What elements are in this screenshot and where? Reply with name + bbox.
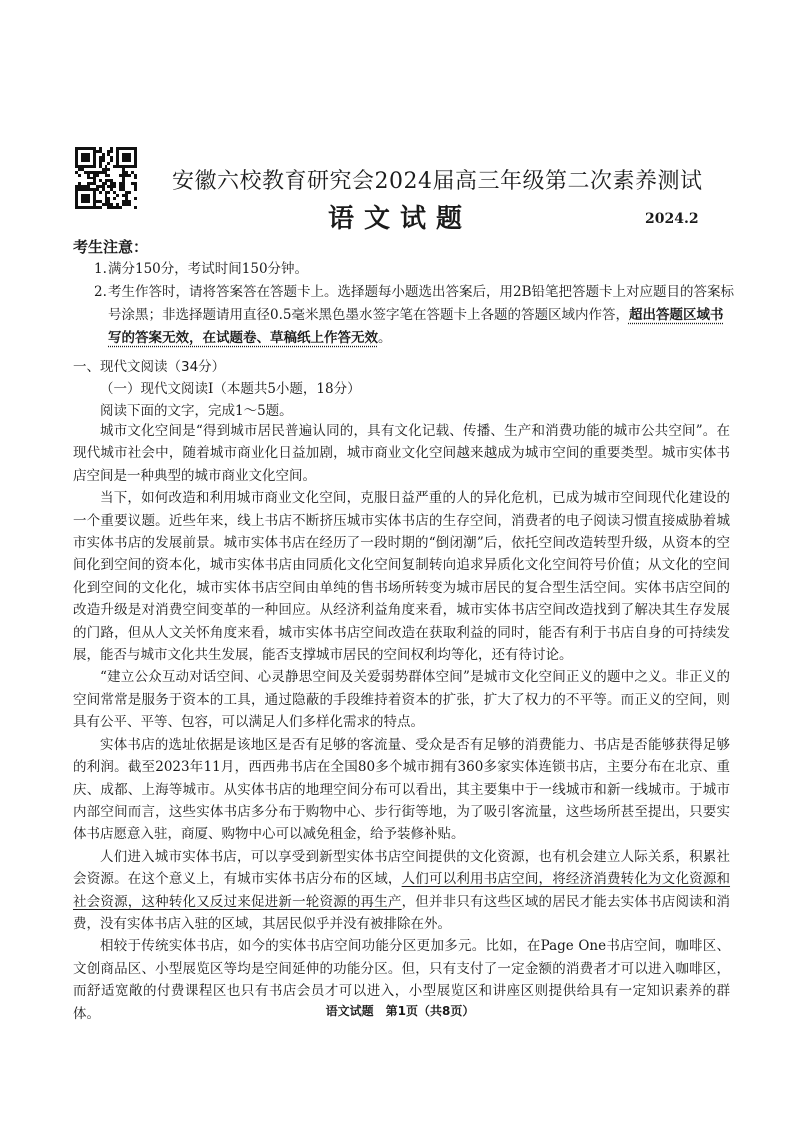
reading-passage [73,420,730,1025]
paragraph-4: 实体书店的选址依据是该地区是否有足够的客流量、受众是否有足够的消费能力、书店是否能够获得足够的利润。截至2023年11月，西西弗书店在全国80多个城市拥有360多家实体连锁书店，主要分布在北京、重庆、成都、上海等城市。从实体书店的地理空间分布可以看出，其主要集中于一线城市和新一线城市。于城市内部空间而言，这些实体书店多分布于购物中心、步行街等地，为了吸引客流量，这些场所甚至提出，只要实体书店愿意入驻，商厦、购物中心可以减免租金，给予装修补贴。 [73,736,730,843]
subject-title: 语文试题 [327,204,472,234]
paragraph-1: 城市文化空间是“得到城市居民普遍认同的，具有文化记载、传播、生产和消费功能的城市公共空间”。在现代城市社会中，随着城市商业化日益加剧，城市商业文化空间越来越成为城市空间的重要类型。城市实体书店空间是一种典型的城市商业文化空间。 [73,423,730,484]
notice-item-1-text: 满分150分，考试时间150分钟。 [108,261,309,277]
paragraph-2: 当下，如何改造和利用城市商业文化空间，克服日益严重的人的异化危机，已成为城市空间现代化建设的一个重要议题。近些年来，线上书店不断挤压城市实体书店的生存空间，消费者的电子阅读习惯直接威胁着城市实体书店的发展前景。城市实体书店在经历了一段时期的“倒闭潮”后，依托空间改造转型升级，从资本的空间化到空间的资本化，城市实体书店由同质化文化空间复制转向追求异质化文化空间符号价值；从文化的空间化到空间的文化化，城市实体书店空间由单纯的售书场所转变为城市居民的复合型生活空间。实体书店空间的改造升级是对消费空间变革的一种回应。从经济利益角度来看，城市实体书店空间改造找到了解决其生存发展的门路，但从人文关怀角度来看，城市实体书店空间改造在获取利益的同时，能否有利于书店自身的可持续发展，能否与城市文化共生发展，能否支撑城市居民的空间权利均等化，还有待讨论。 [73,490,730,664]
paragraph-5-end: ，但并非只有这些区域的居民才能去实体书店阅读和消费，没有实体书店入驻的区域，其居民似乎并没有被排除在外。 [73,893,731,932]
notice-item-2-plain: 考生作答时，请将答案答在答题卡上。选择题每小题选出答案后，用2B铅笔把答题卡上对应题目的答案标号涂黑；非选择题请用直径0.5毫米黑色墨水签字笔在答题卡上各题的答题区域内作答， [108,284,735,323]
notice-heading: 考生注意： [73,238,149,256]
notice-item-1 [94,258,734,281]
section-title: 一、现代文阅读（34分） [73,359,226,375]
exam-date: 2024.2 [645,211,699,227]
paragraph-3: “建立公众互动对话空间、心灵静思空间及关爱弱势群体空间”是城市文化空间正义的题中之义。非正义的空间常常是服务于资本的工具，通过隐蔽的手段维持着资本的扩张，扩大了权力的不平等。而正义的空间，则具有公平、平等、包容，可以满足人们多样化需求的特点。 [73,669,730,731]
paragraph-5 [73,846,730,936]
qr-code [75,147,137,209]
notice-item-2-text [108,281,734,350]
paragraph-6: 相较于传统实体书店，如今的实体书店空间功能分区更加多元。比如，在Page One书店空间，咖啡区、文创商品区、小型展览区等均是空间延伸的功能分区。但，只有支付了一定金额的消费者才可以进入咖啡区，而舒适宽敞的付费课程区也只有书店会员才可以进入，小型展览区和讲座区则提供给具有一定知识素养的群体。 [73,938,730,1022]
subsection-title: （一）现代文阅读Ⅰ（本题共5小题，18分） [100,381,361,397]
exam-title: 安徽六校教育研究会2024届高三年级第二次素养测试 [172,169,703,194]
reading-instruction: 阅读下面的文字，完成1～5题。 [100,403,293,419]
paragraph-5-start: 人们进入城市实体书店，可以享受到新型实体书店空间提供的文化资源，也有机会建立人际关系，积累社会资源。在这个意义上，有城市实体书店分布的区域， [73,848,730,888]
notice-item-2 [94,281,734,350]
notice-item-2-emphasis: 超出答题区域书写的答案无效，在试题卷、草稿纸上作答无效 [108,307,724,346]
paragraph-5-underlined: 人们可以利用书店空间，将经济消费转化为文化资源和社会资源，这种转化又反过来促进新一轮资源的再生产 [73,871,731,910]
page-footer: 语文试题 第1页（共8页） [325,1004,475,1018]
notice-list [94,258,734,350]
notice-item-1-number: 1. [94,261,107,277]
notice-item-2-number: 2. [94,284,107,300]
notice-item-2-end: 。 [378,330,392,346]
